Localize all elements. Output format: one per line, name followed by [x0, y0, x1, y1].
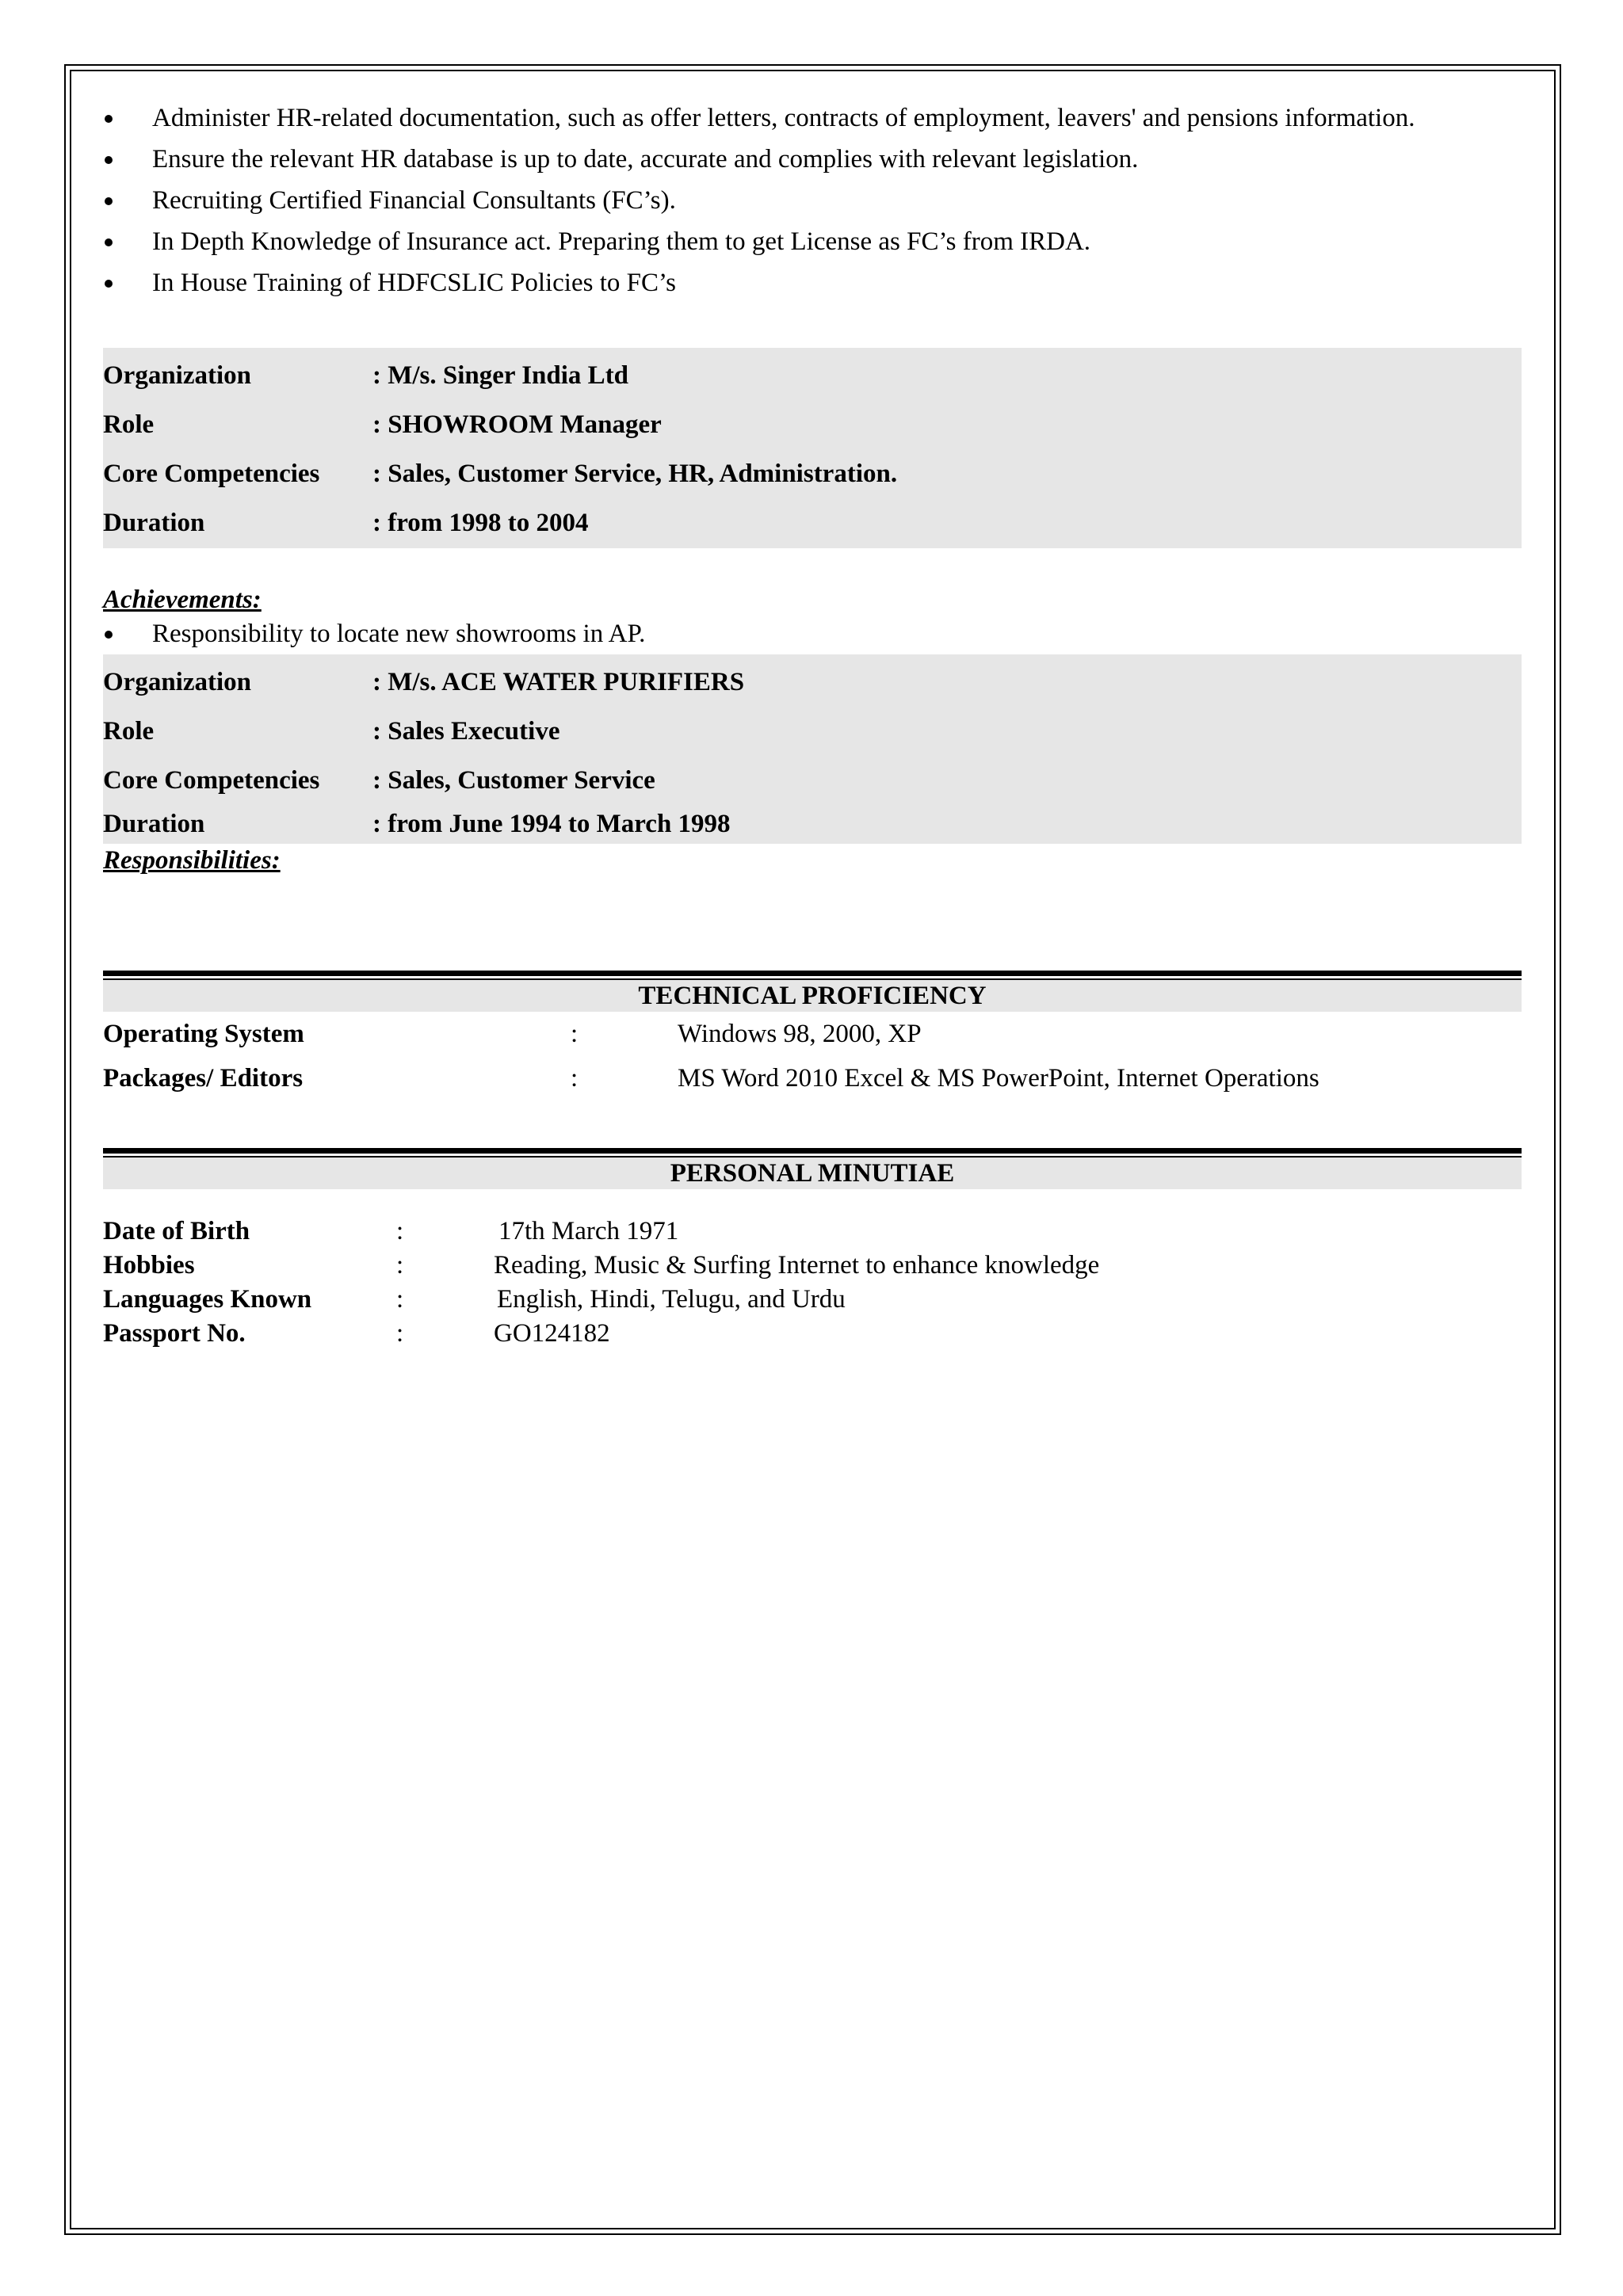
list-item: Administer HR-related documentation, such as offer letters, contracts of employment, leavers' and pensions information. — [103, 101, 1522, 135]
org-label: Organization — [103, 667, 251, 696]
core-label: Core Competencies — [103, 765, 320, 795]
tech-label: Packages/ Editors — [103, 1063, 304, 1093]
personal-colon: : — [396, 1251, 404, 1280]
table-row — [103, 1056, 1522, 1100]
personal-value: English, Hindi, Telugu, and Urdu — [497, 1285, 846, 1314]
role-row — [103, 400, 1522, 449]
personal-title: PERSONAL MINUTIAE — [103, 1158, 1522, 1189]
role-value: : SHOWROOM Manager — [372, 410, 662, 439]
personal-value: Reading, Music & Surfing Internet to enhance knowledge — [494, 1251, 1100, 1280]
personal-colon: : — [396, 1217, 404, 1245]
core-value: : Sales, Customer Service, HR, Administration. — [372, 459, 898, 488]
tech-value: Windows 98, 2000, XP — [678, 1019, 922, 1048]
list-item: In Depth Knowledge of Insurance act. Preparing them to get License as FC’s from IRDA. — [103, 225, 1522, 259]
org-value: : M/s. ACE WATER PURIFIERS — [372, 667, 745, 696]
divider — [103, 1148, 1522, 1154]
personal-label: Passport No. — [103, 1319, 246, 1348]
table-row — [103, 1283, 1522, 1317]
list-item: In House Training of HDFCSLIC Policies to FC’s — [103, 266, 1522, 300]
personal-colon: : — [396, 1319, 404, 1348]
duration-row — [103, 805, 1522, 843]
job-block-ace — [103, 654, 1522, 844]
tech-value: MS Word 2010 Excel & MS PowerPoint, Internet Operations — [678, 1063, 1319, 1093]
divider — [103, 971, 1522, 976]
core-value: : Sales, Customer Service — [372, 765, 655, 795]
tech-colon: : — [571, 1063, 579, 1093]
job-block-singer — [103, 348, 1522, 548]
list-item: Recruiting Certified Financial Consultants (FC’s). — [103, 184, 1522, 218]
role-row — [103, 707, 1522, 756]
tech-label: Operating System — [103, 1019, 304, 1048]
role-label: Role — [103, 410, 155, 439]
role-label: Role — [103, 716, 155, 746]
personal-colon: : — [396, 1285, 404, 1314]
duration-value: : from June 1994 to March 1998 — [372, 809, 731, 838]
role-value: : Sales Executive — [372, 716, 560, 746]
list-item: Responsibility to locate new showrooms in AP. — [103, 617, 1522, 651]
org-label: Organization — [103, 360, 251, 390]
tech-colon: : — [571, 1019, 579, 1048]
achievements-list — [103, 617, 1522, 651]
resume-content — [103, 101, 1522, 1351]
responsibilities-heading: Responsibilities: — [103, 846, 281, 875]
table-row — [103, 1012, 1522, 1056]
personal-value: 17th March 1971 — [498, 1217, 679, 1245]
table-row — [103, 1249, 1522, 1283]
org-value: : M/s. Singer India Ltd — [372, 360, 629, 390]
org-row — [103, 351, 1522, 400]
personal-label: Hobbies — [103, 1251, 195, 1280]
achievements-heading: Achievements: — [103, 585, 262, 614]
personal-label: Languages Known — [103, 1285, 312, 1314]
duration-value: : from 1998 to 2004 — [372, 508, 589, 537]
org-row — [103, 658, 1522, 707]
personal-section — [103, 1148, 1522, 1351]
personal-value: GO124182 — [494, 1319, 610, 1348]
list-item: Ensure the relevant HR database is up to date, accurate and complies with relevant legislation. — [103, 143, 1522, 177]
personal-label: Date of Birth — [103, 1217, 250, 1245]
core-label: Core Competencies — [103, 459, 320, 488]
core-row — [103, 756, 1522, 805]
duration-row — [103, 498, 1522, 547]
duration-label: Duration — [103, 809, 205, 838]
table-row — [103, 1215, 1522, 1249]
duration-label: Duration — [103, 508, 205, 537]
table-row — [103, 1317, 1522, 1351]
hr-duties-list — [103, 101, 1522, 300]
technical-section — [103, 971, 1522, 1100]
technical-title: TECHNICAL PROFICIENCY — [103, 980, 1522, 1012]
core-row — [103, 449, 1522, 498]
